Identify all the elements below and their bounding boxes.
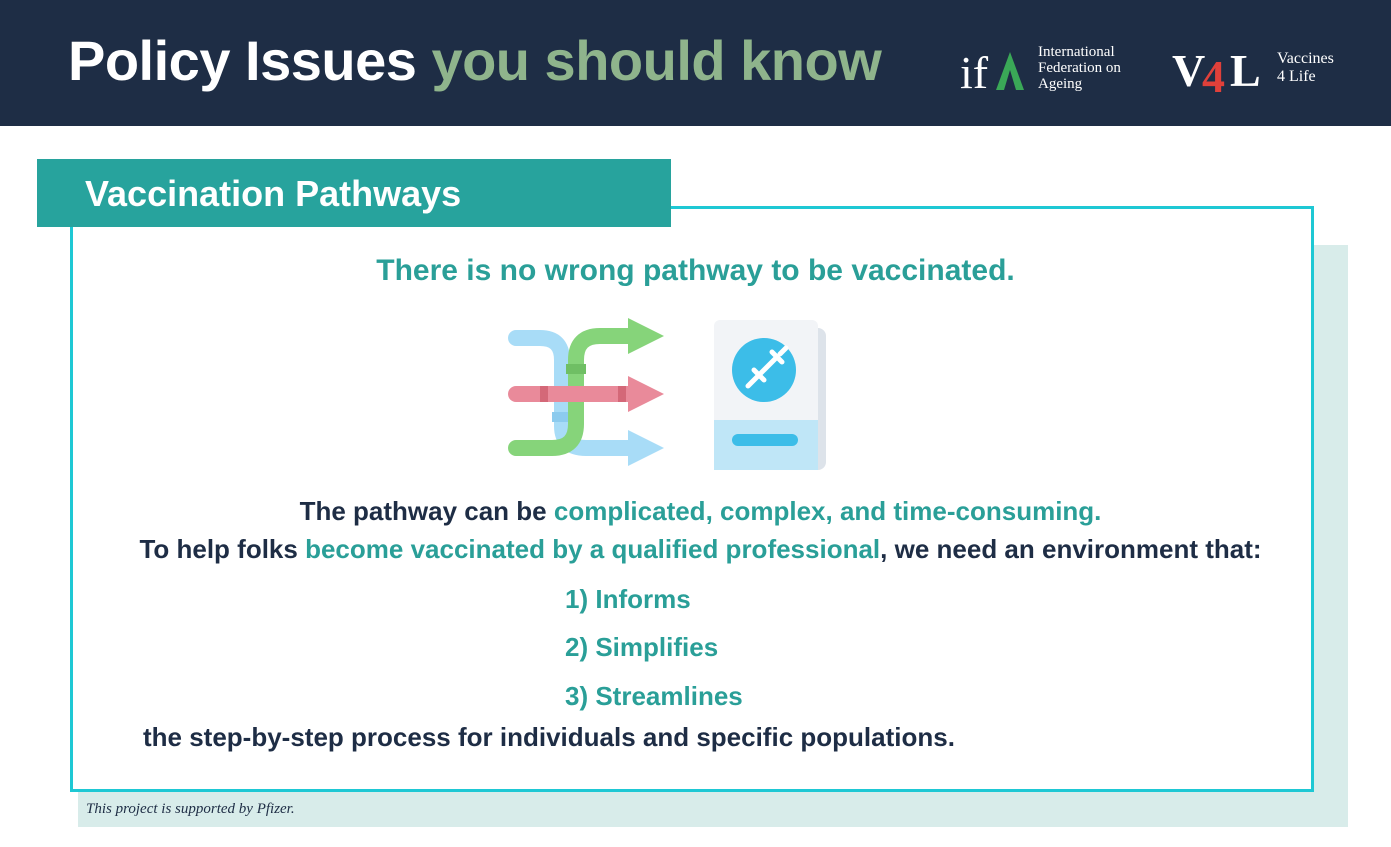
svg-text:4: 4 bbox=[1202, 51, 1225, 96]
ifa-name-line: International bbox=[1038, 44, 1115, 60]
ifa-organization-name bbox=[1038, 44, 1121, 92]
v4l-logo bbox=[1172, 40, 1270, 96]
section-header bbox=[37, 159, 671, 227]
line2-accent: become vaccinated by a qualified professional bbox=[305, 534, 881, 564]
pathway-description bbox=[5, 496, 1391, 527]
header-bar bbox=[0, 0, 1391, 126]
crossing-arrows-icon bbox=[516, 318, 664, 466]
svg-text:V: V bbox=[1172, 45, 1206, 96]
page-title bbox=[68, 28, 881, 93]
v4l-name-line: 4 Life bbox=[1277, 68, 1316, 85]
line2-suffix: , we need an environment that: bbox=[880, 534, 1262, 564]
headline: There is no wrong pathway to be vaccinated. bbox=[376, 254, 1015, 287]
ifa-name-line: Ageing bbox=[1038, 76, 1083, 92]
ifa-name-line: Federation on bbox=[1038, 60, 1121, 76]
vaccine-booklet-icon bbox=[714, 320, 826, 470]
title-accent: you should know bbox=[431, 29, 882, 92]
ifa-logo bbox=[958, 40, 1030, 96]
v4l-organization-name bbox=[1277, 50, 1334, 86]
svg-text:if: if bbox=[960, 47, 989, 96]
closing-statement: the step-by-step process for individuals and specific populations. bbox=[143, 722, 955, 752]
line1-prefix: The pathway can be bbox=[299, 496, 554, 526]
pathway-illustration bbox=[506, 312, 836, 480]
list-item: 1) Informs bbox=[565, 584, 691, 614]
list-item: 2) Simplifies bbox=[565, 632, 719, 662]
environment-description bbox=[5, 534, 1391, 565]
svg-text:L: L bbox=[1230, 45, 1261, 96]
section-title: Vaccination Pathways bbox=[85, 173, 462, 214]
line1-accent: complicated, complex, and time-consuming. bbox=[553, 496, 1102, 526]
line2-prefix: To help folks bbox=[139, 534, 306, 564]
v4l-name-line: Vaccines bbox=[1277, 50, 1334, 67]
title-main: Policy Issues bbox=[68, 29, 417, 92]
list-item: 3) Streamlines bbox=[565, 681, 743, 711]
support-note: This project is supported by Pfizer. bbox=[86, 801, 295, 817]
